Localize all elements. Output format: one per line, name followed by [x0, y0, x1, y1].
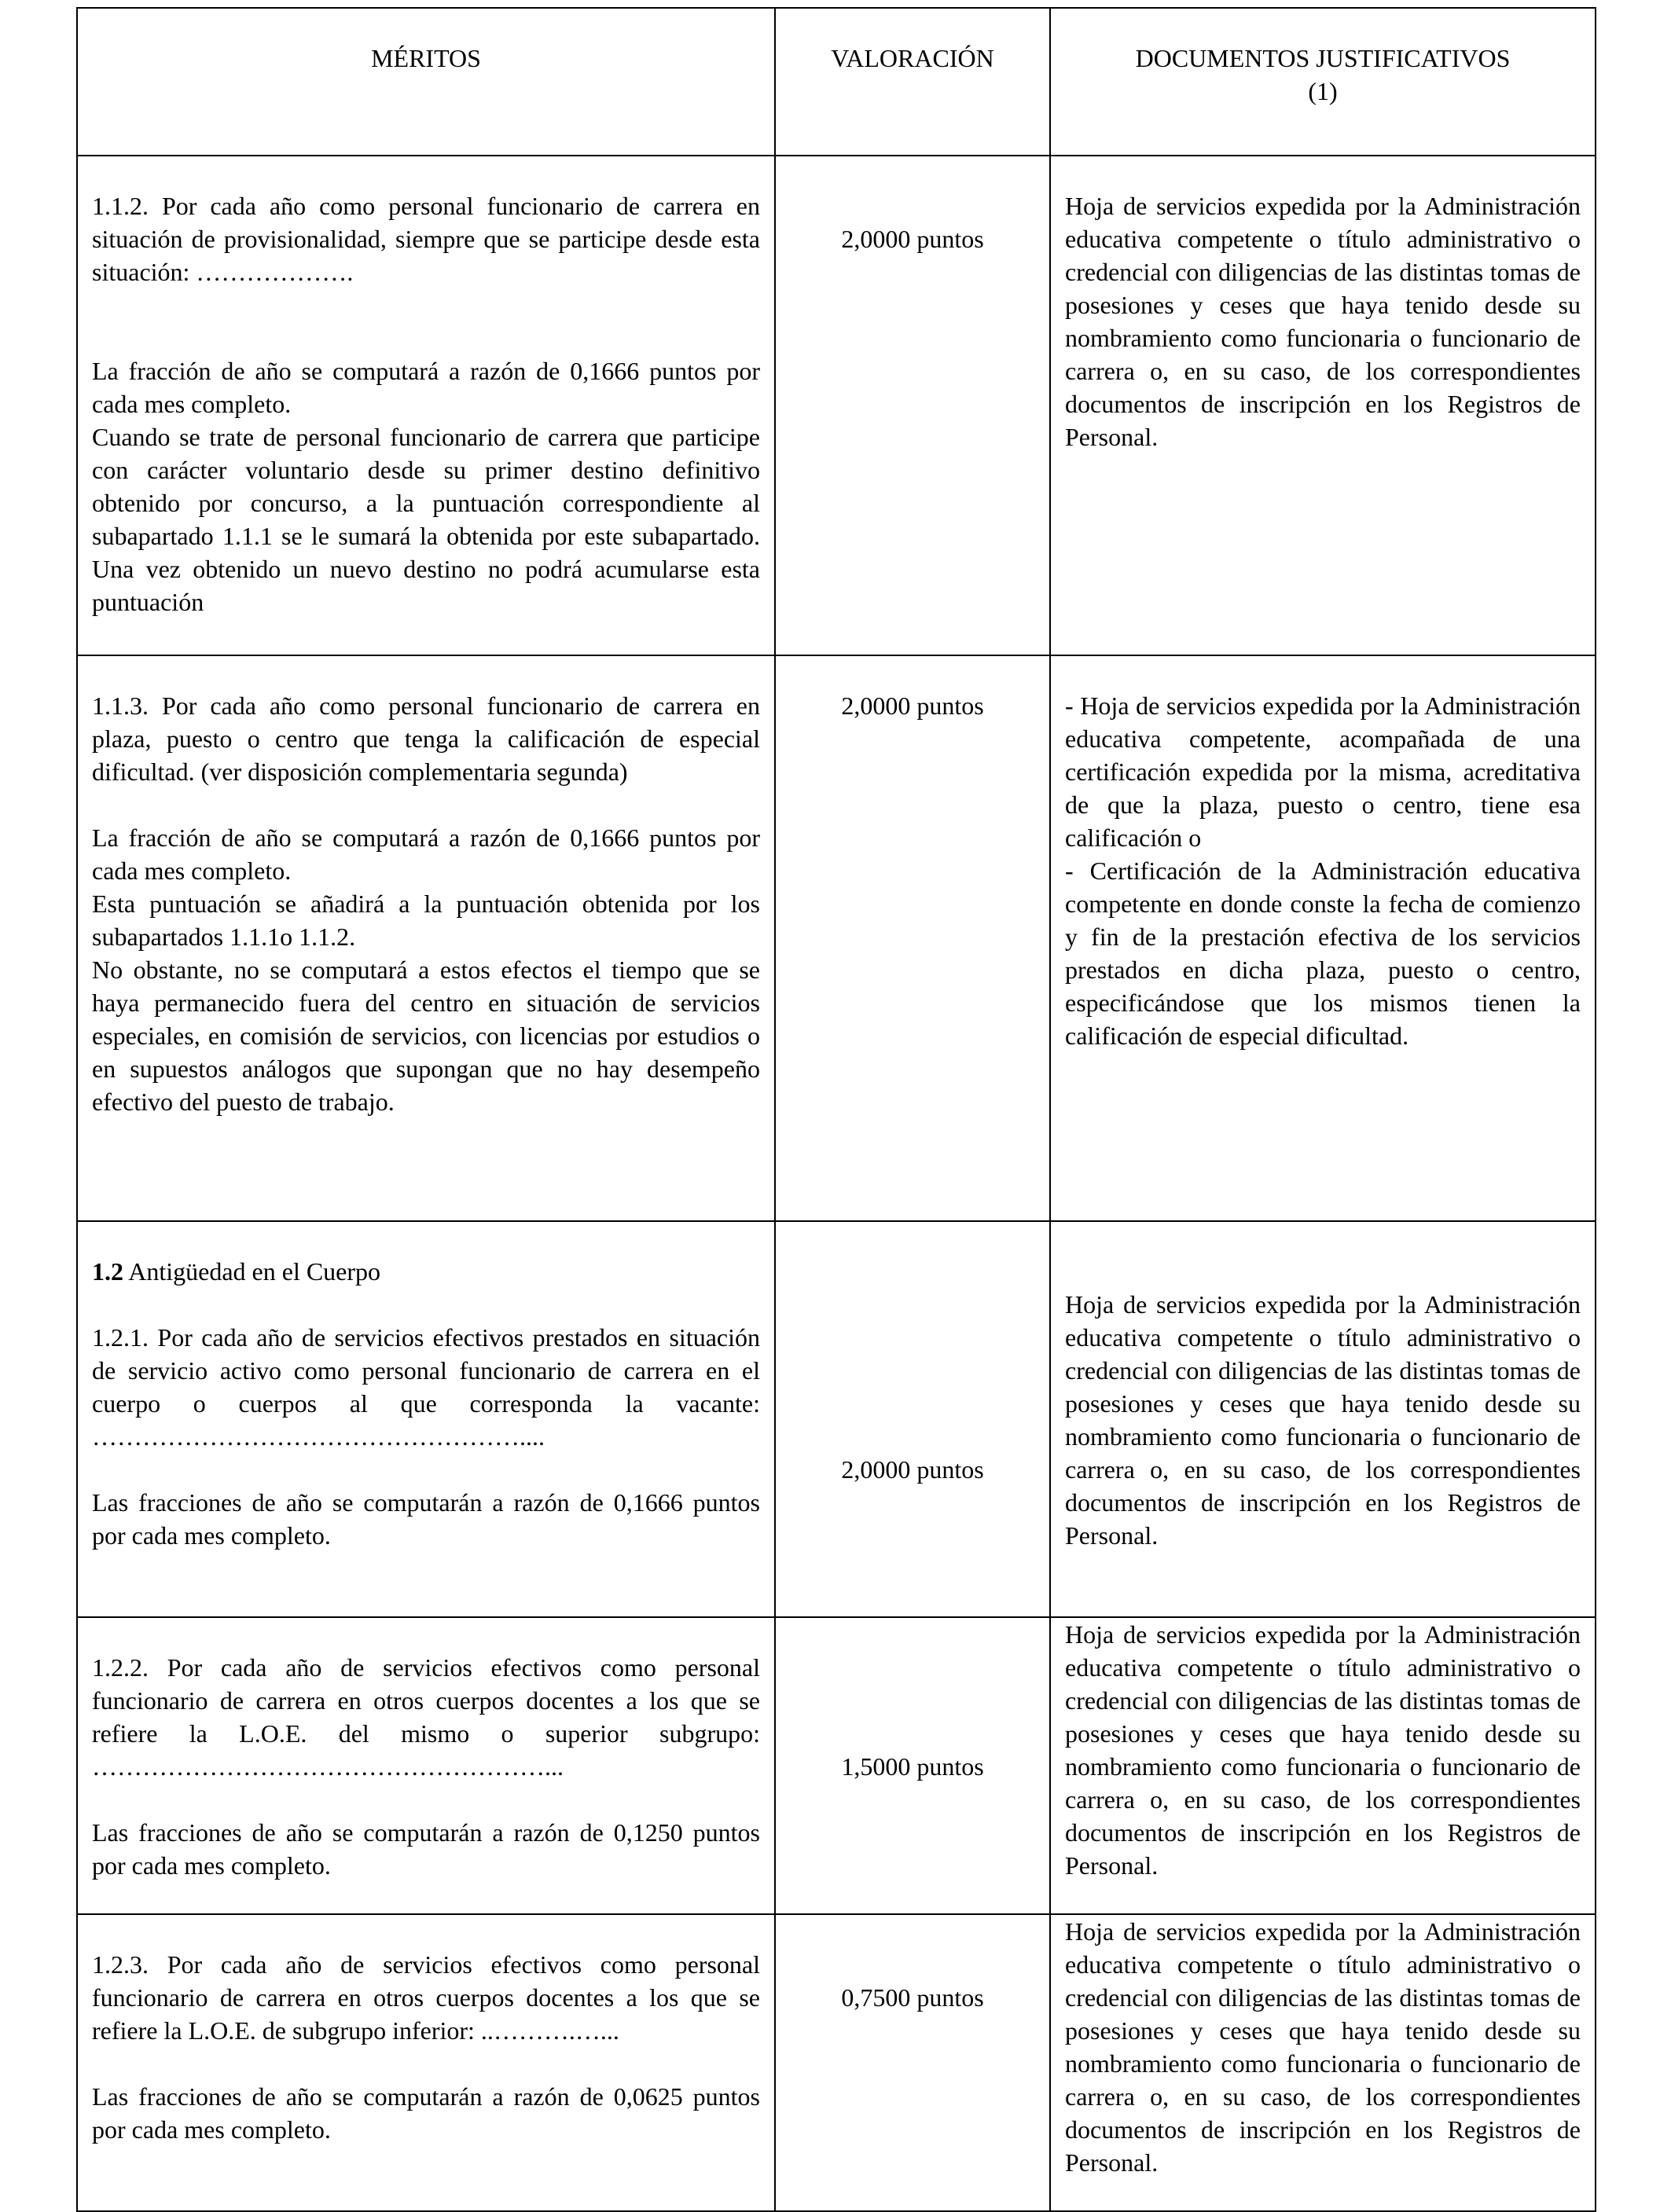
valuation-cell: [775, 1914, 1050, 2211]
merit-note-text: Cuando se trate de personal funcionario de carrera que participe con carácter voluntario desde su primer destino definitivo obtenido por concurso, a la puntuación correspondiente al subapartado 1.1.1 se le sumará la obtenida por este subapartado. Una vez obtenido un nuevo destino no podrá acumularse esta puntuación: [92, 423, 760, 616]
merit-main-text: 1.1.3. Por cada año como personal funcionario de carrera en plaza, puesto o centro que tenga la calificación de especial dificultad. (ver disposición complementaria segunda): [92, 691, 760, 786]
valuation-value: 2,0000 puntos: [841, 225, 984, 253]
table-row: [77, 1221, 1596, 1617]
documents-cell: [1050, 1914, 1596, 2211]
valuation-cell: [775, 1221, 1050, 1617]
header-merits: MÉRITOS: [77, 8, 775, 156]
documents-text: Hoja de servicios expedida por la Administración educativa competente o título administrativo o credencial con diligencias de las distintas tomas de posesiones y ceses que haya tenido desde su nombramiento como funcionaria o funcionario de carrera o, en su caso, de los correspondientes documentos de inscripción en los Registros de Personal.: [1065, 1620, 1581, 1880]
documents-cell: [1050, 1221, 1596, 1617]
merit-cell: [77, 156, 775, 655]
table-header-row: [77, 8, 1596, 156]
table-row: [77, 156, 1596, 655]
section-heading: [92, 1255, 760, 1288]
documents-text: - Hoja de servicios expedida por la Administración educativa competente, acompañada de una certificación expedida por la misma, acreditativa de que la plaza, puesto o centro, tiene esa calificación o: [1065, 691, 1581, 852]
documents-cell: [1050, 1617, 1596, 1914]
valuation-cell: [775, 655, 1050, 1221]
merit-fraction-text: Las fracciones de año se computarán a razón de 0,1250 puntos por cada mes completo.: [92, 1818, 760, 1880]
section-title: Antigüedad en el Cuerpo: [123, 1257, 381, 1286]
documents-text: Hoja de servicios expedida por la Administración educativa competente o título administrativo o credencial con diligencias de las distintas tomas de posesiones y ceses que haya tenido desde su nombramiento como funcionaria o funcionario de carrera o, en su caso, de los correspondientes documentos de inscripción en los Registros de Personal.: [1065, 192, 1581, 451]
merit-fraction-text: La fracción de año se computará a razón de 0,1666 puntos por cada mes completo.: [92, 824, 760, 885]
merit-cell: [77, 655, 775, 1221]
documents-text: Hoja de servicios expedida por la Administración educativa competente o título administrativo o credencial con diligencias de las distintas tomas de posesiones y ceses que haya tenido desde su nombramiento como funcionaria o funcionario de carrera o, en su caso, de los correspondientes documentos de inscripción en los Registros de Personal.: [1065, 1290, 1581, 1550]
valuation-value: 2,0000 puntos: [841, 1455, 984, 1484]
valuation-value: 0,7500 puntos: [841, 1983, 984, 2012]
documents-text-2: - Certificación de la Administración educativa competente en donde conste la fecha de comienzo y fin de la prestación efectiva de los servicios prestados en dicha plaza, puesto o centro, especificándose que los mismos tienen la calificación de especial dificultad.: [1065, 857, 1581, 1050]
merit-fraction-text: Las fracciones de año se computarán a razón de 0,1666 puntos por cada mes completo.: [92, 1488, 760, 1550]
documents-cell: [1050, 655, 1596, 1221]
merit-main-text: 1.2.3. Por cada año de servicios efectivos como personal funcionario de carrera en otros cuerpos docentes a los que se refiere la L.O.E. de subgrupo inferior: ..……….…...: [92, 1950, 760, 2045]
header-documents: [1050, 8, 1596, 156]
header-documents-line1: DOCUMENTOS JUSTIFICATIVOS: [1135, 44, 1511, 72]
documents-text: Hoja de servicios expedida por la Administración educativa competente o título administrativo o credencial con diligencias de las distintas tomas de posesiones y ceses que haya tenido desde su nombramiento como funcionaria o funcionario de carrera o, en su caso, de los correspondientes documentos de inscripción en los Registros de Personal.: [1065, 1917, 1581, 2177]
header-documents-line2: (1): [1308, 77, 1338, 105]
valuation-cell: [775, 156, 1050, 655]
valuation-value: 2,0000 puntos: [841, 691, 984, 720]
merit-main-text: 1.2.1. Por cada año de servicios efectivos prestados en situación de servicio activo como personal funcionario de carrera en el cuerpo o cuerpos al que corresponda la vacante: ……………………………………………....: [92, 1323, 760, 1451]
valuation-cell: [775, 1617, 1050, 1914]
merit-main-text: 1.1.2. Por cada año como personal funcionario de carrera en situación de provisionalidad, siempre que se participe desde esta situación: ……………….: [92, 192, 760, 286]
valuation-value: 1,5000 puntos: [841, 1752, 984, 1781]
merit-note2-text: No obstante, no se computará a estos efectos el tiempo que se haya permanecido fuera del centro en situación de servicios especiales, en comisión de servicios, con licencias por estudios o en supuestos análogos que supongan que no hay desempeño efectivo del puesto de trabajo.: [92, 956, 760, 1116]
documents-cell: [1050, 156, 1596, 655]
merit-fraction-text: La fracción de año se computará a razón de 0,1666 puntos por cada mes completo.: [92, 357, 760, 418]
table-row: [77, 655, 1596, 1221]
section-number: 1.2: [92, 1257, 123, 1286]
merit-cell: [77, 1617, 775, 1914]
merit-cell: [77, 1221, 775, 1617]
header-valuation: VALORACIÓN: [775, 8, 1050, 156]
table-row: [77, 1617, 1596, 1914]
merit-note-text: Esta puntuación se añadirá a la puntuación obtenida por los subapartados 1.1.1o 1.1.2.: [92, 890, 760, 951]
merit-cell: [77, 1914, 775, 2211]
merits-table: [76, 7, 1596, 2212]
merit-main-text: 1.2.2. Por cada año de servicios efectivos como personal funcionario de carrera en otros cuerpos docentes a los que se refiere la L.O.E. del mismo o superior subgrupo: ………………………………………………...: [92, 1653, 760, 1781]
merit-fraction-text: Las fracciones de año se computarán a razón de 0,0625 puntos por cada mes completo.: [92, 2082, 760, 2144]
table-row: [77, 1914, 1596, 2211]
